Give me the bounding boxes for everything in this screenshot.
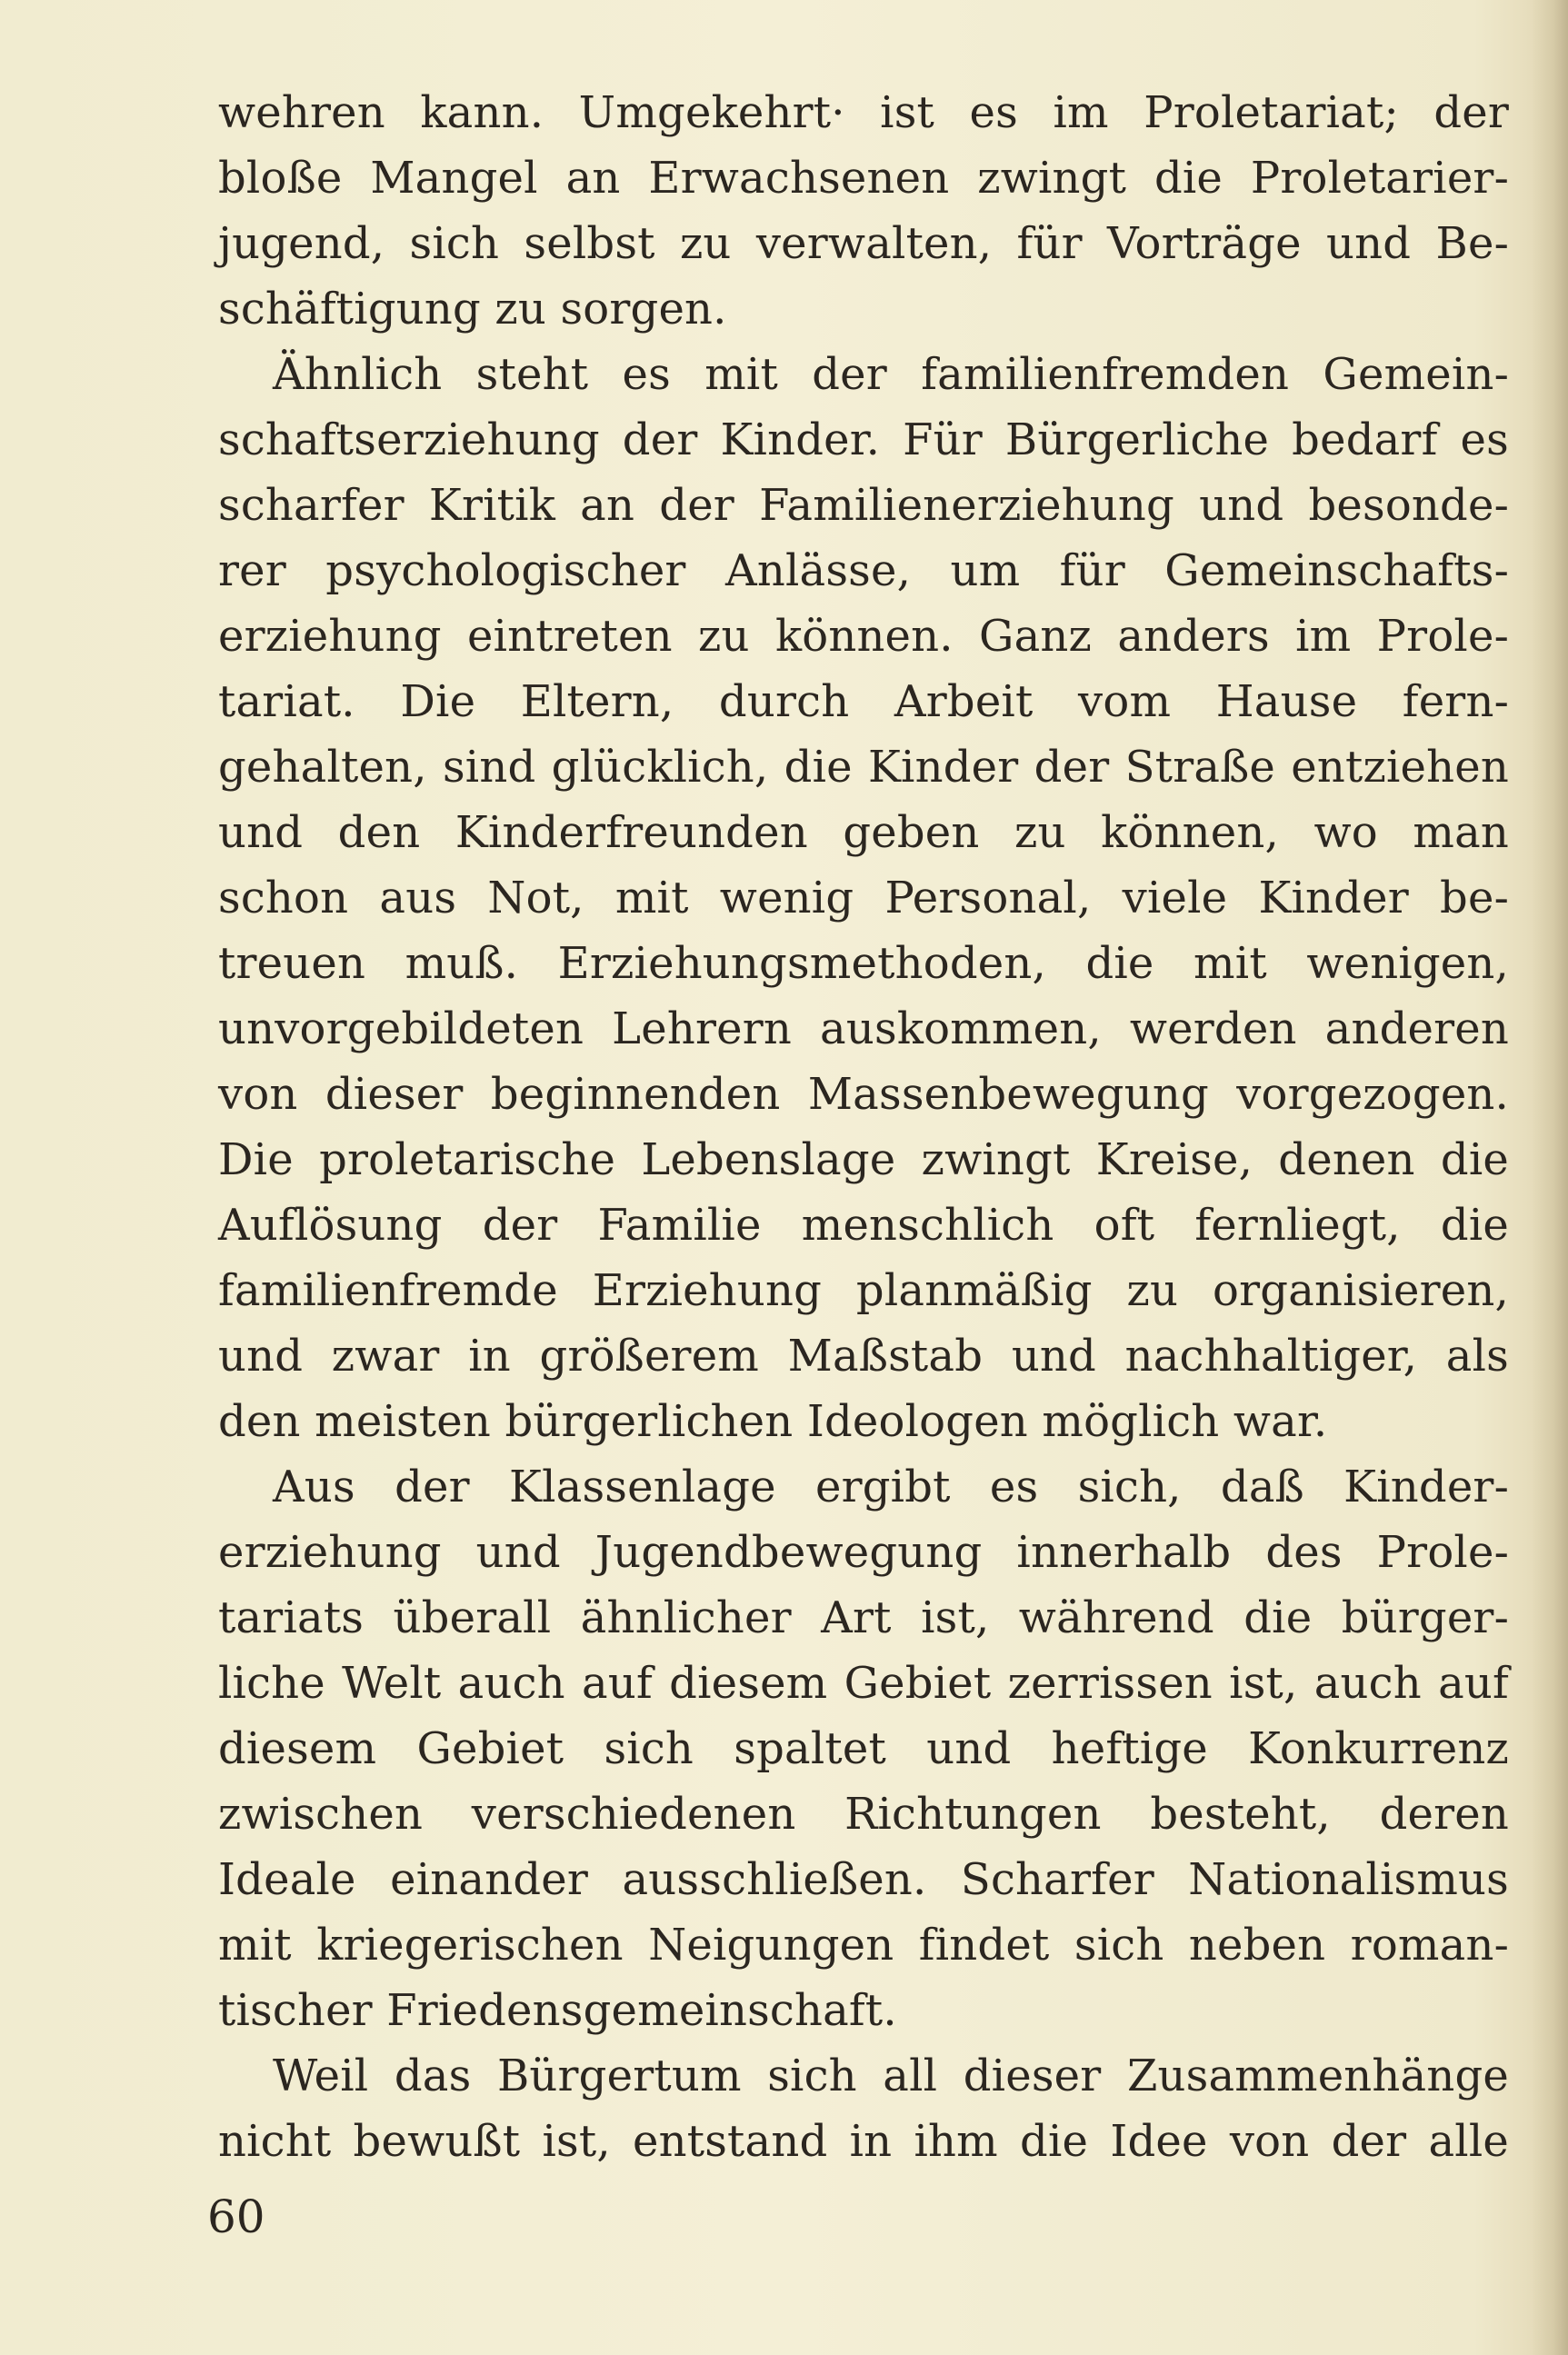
text-line: Aus der Klassenlage ergibt es sich, daß Kinder- (273, 1462, 1509, 1512)
text-line: Weil das Bürgertum sich all dieser Zusammenhänge (273, 2051, 1509, 2101)
text-line: tischer Friedensgemeinschaft. (218, 1985, 897, 2036)
text-line: schon aus Not, mit wenig Personal, viele Kinder be- (218, 873, 1509, 923)
body-text (218, 80, 1509, 2174)
text-line: unvorgebildeten Lehrern auskommen, werden anderen (218, 1003, 1509, 1054)
text-line: treuen muß. Erziehungsmethoden, die mit wenigen, (218, 938, 1509, 989)
text-line: bloße Mangel an Erwachsenen zwingt die Proletarier- (218, 153, 1509, 204)
page-number: 60 (207, 2190, 265, 2243)
text-line: den meisten bürgerlichen Ideologen möglich war. (218, 1396, 1328, 1447)
text-line: erziehung eintreten zu können. Ganz anders im Prole- (218, 611, 1509, 662)
text-line: tariats überall ähnlicher Art ist, während die bürger- (218, 1592, 1509, 1643)
text-line: zwischen verschiedenen Richtungen besteht, deren (218, 1789, 1509, 1840)
text-line: schaftserziehung der Kinder. Für Bürgerliche bedarf es (218, 414, 1509, 465)
text-line: liche Welt auch auf diesem Gebiet zerrissen ist, auch auf (218, 1658, 1509, 1709)
text-line: und den Kinderfreunden geben zu können, wo man (218, 807, 1509, 858)
text-line: rer psychologischer Anlässe, um für Gemeinschafts- (218, 545, 1509, 596)
text-line: familienfremde Erziehung planmäßig zu organisieren, (218, 1265, 1509, 1316)
text-line: Ideale einander ausschließen. Scharfer Nationalismus (218, 1854, 1509, 1905)
text-line: mit kriegerischen Neigungen findet sich neben roman- (218, 1920, 1509, 1971)
text-line: jugend, sich selbst zu verwalten, für Vorträge und Be- (218, 218, 1509, 269)
text-line: und zwar in größerem Maßstab und nachhaltiger, als (218, 1331, 1509, 1382)
text-line: schäftigung zu sorgen. (218, 284, 727, 334)
text-line: von dieser beginnenden Massenbewegung vorgezogen. (218, 1069, 1509, 1120)
text-line: Die proletarische Lebenslage zwingt Kreise, denen die (218, 1134, 1509, 1185)
text-line: Auflösung der Familie menschlich oft fernliegt, die (218, 1200, 1509, 1251)
text-line: erziehung und Jugendbewegung innerhalb des Prole- (218, 1527, 1509, 1578)
text-line: wehren kann. Umgekehrt· ist es im Proletariat; der (218, 87, 1509, 138)
text-line: gehalten, sind glücklich, die Kinder der Straße entziehen (218, 742, 1509, 793)
text-line: nicht bewußt ist, entstand in ihm die Idee von der alle (218, 2116, 1509, 2167)
text-line: diesem Gebiet sich spaltet und heftige Konkurrenz (218, 1723, 1509, 1774)
page-edge-shadow (1532, 0, 1568, 2355)
text-line: scharfer Kritik an der Familienerziehung und besonde- (218, 480, 1509, 531)
text-line: Ähnlich steht es mit der familienfremden Gemein- (273, 349, 1509, 400)
text-line: tariat. Die Eltern, durch Arbeit vom Hause fern- (218, 676, 1509, 727)
